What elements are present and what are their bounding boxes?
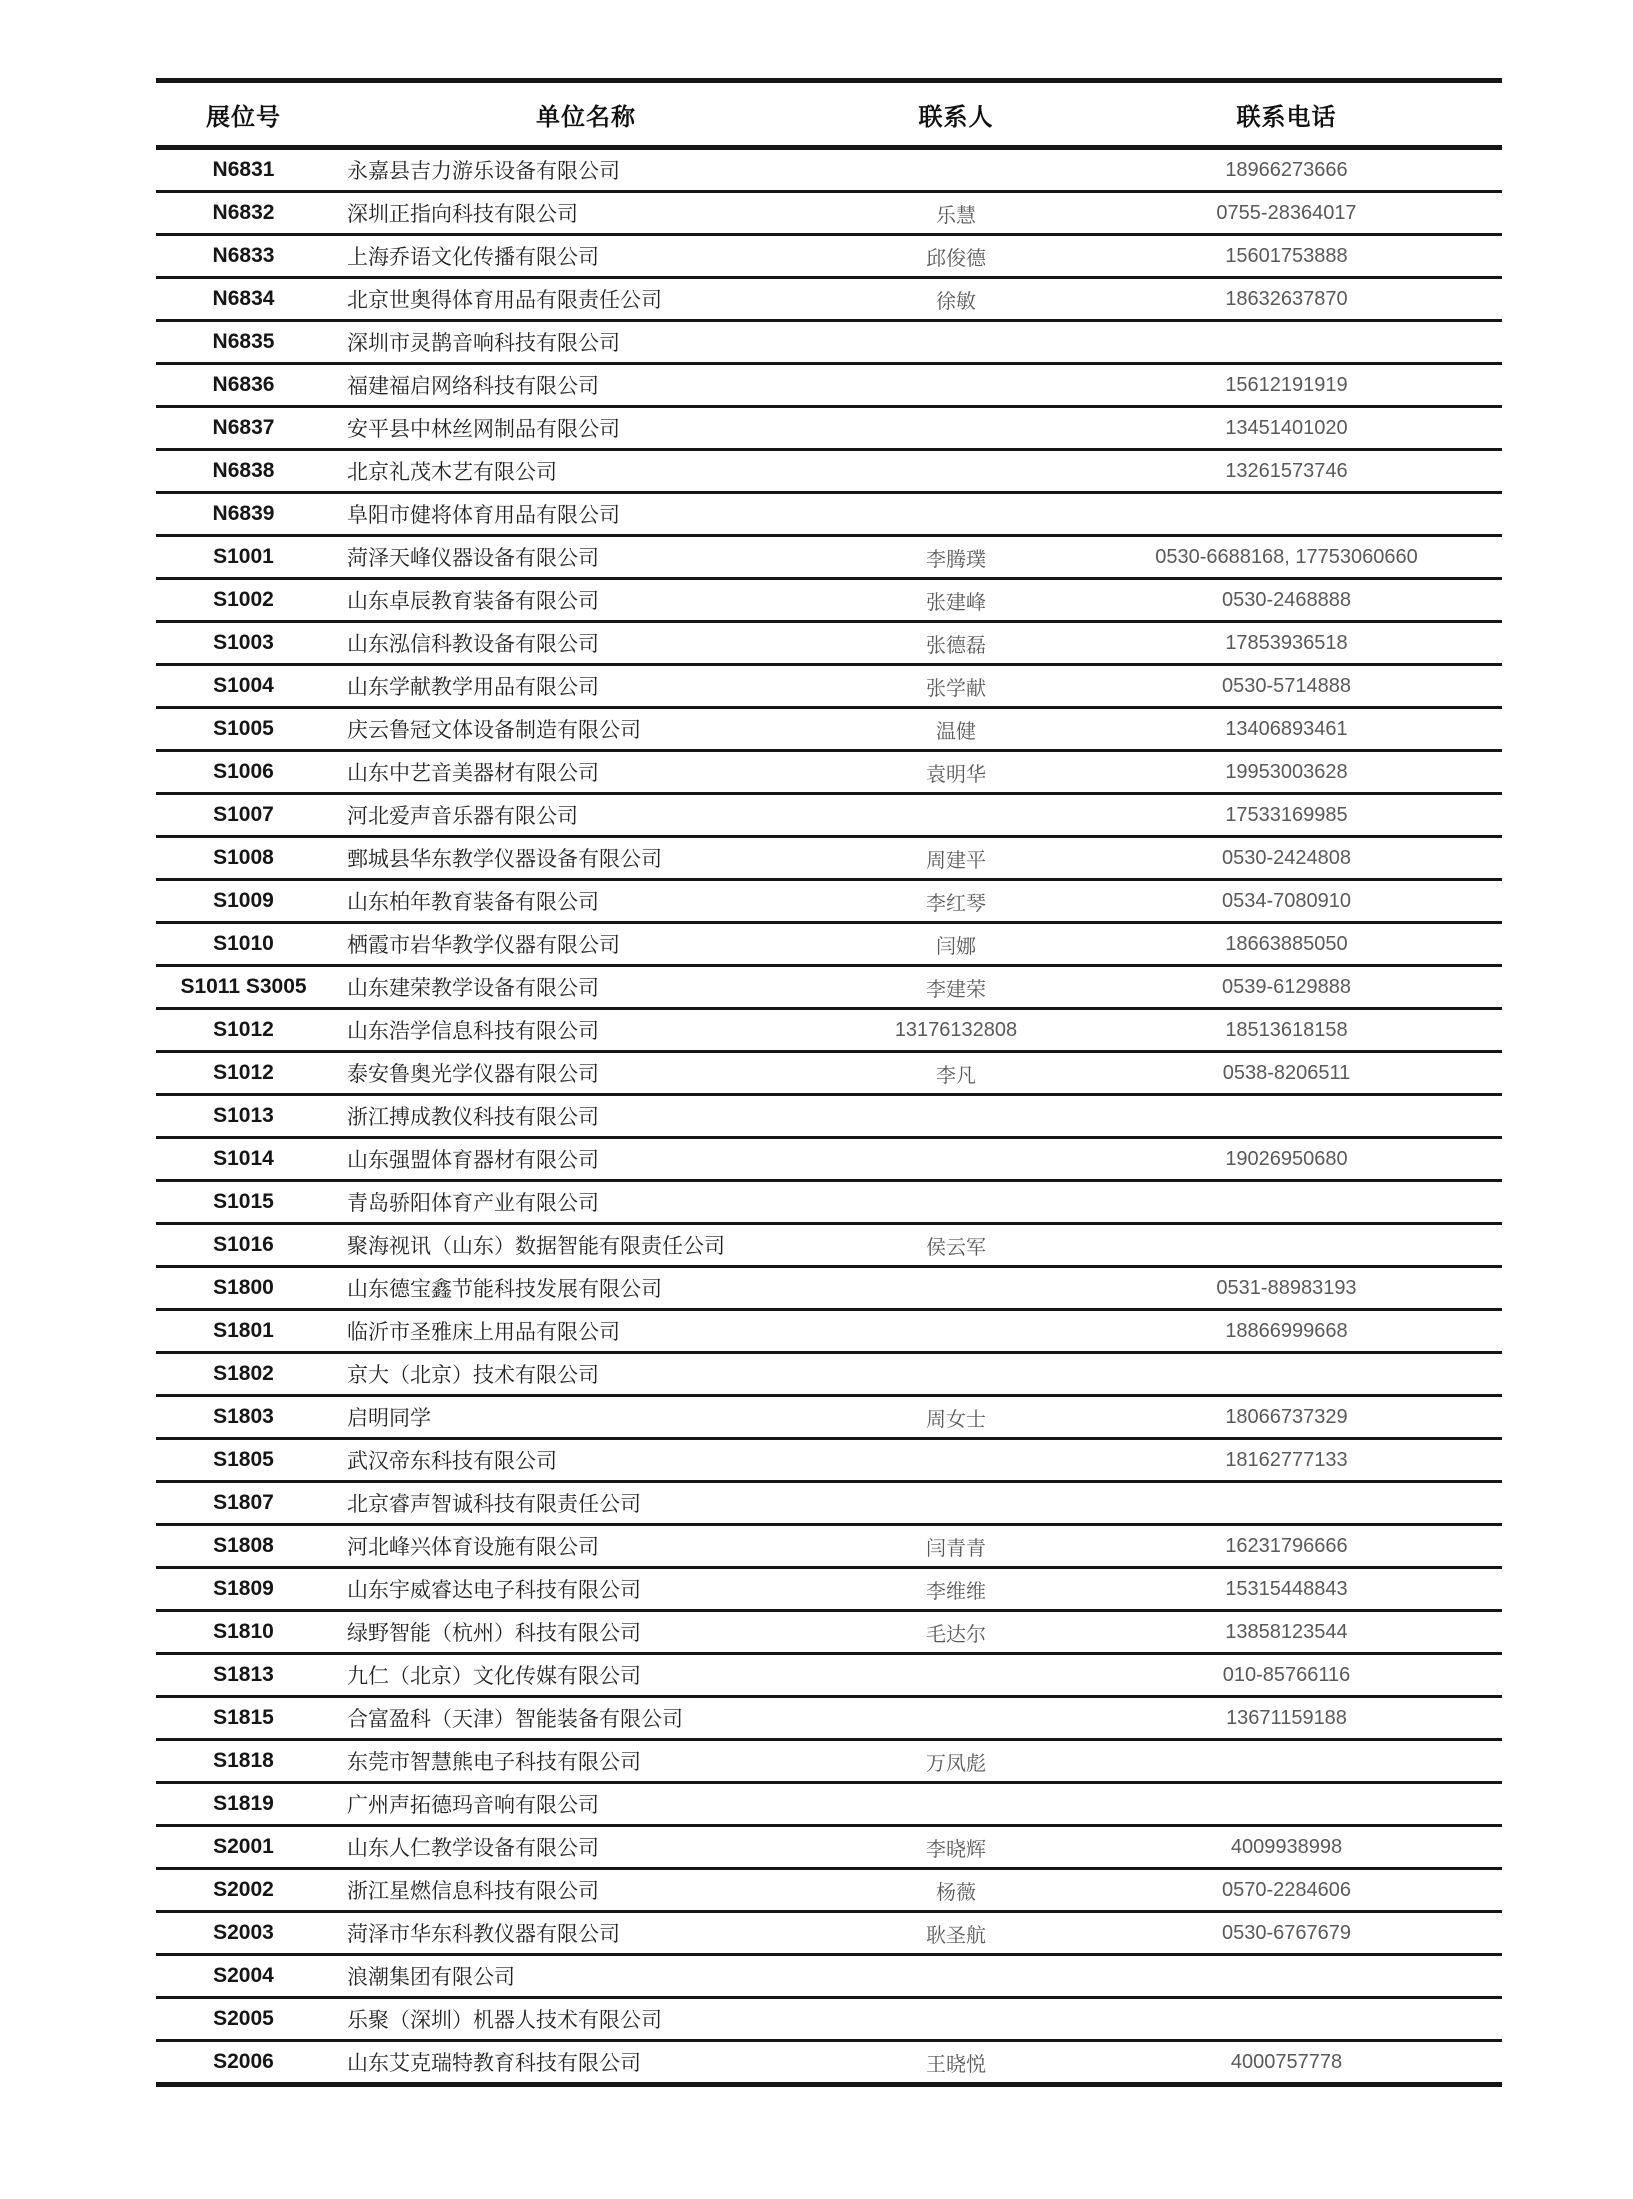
- company-name-cell: 山东艾克瑞特教育科技有限公司: [331, 2041, 841, 2085]
- contact-person-cell: 徐敏: [841, 278, 1071, 321]
- table-row: [156, 880, 1502, 923]
- company-name-cell: 河北峰兴体育设施有限公司: [331, 1525, 841, 1568]
- table-row: [156, 1568, 1502, 1611]
- contact-phone-cell: 16231796666: [1071, 1525, 1502, 1568]
- contact-phone-cell: 15601753888: [1071, 235, 1502, 278]
- contact-person-cell: [841, 148, 1071, 192]
- contact-phone-cell: 13671159188: [1071, 1697, 1502, 1740]
- contact-phone-cell: 13451401020: [1071, 407, 1502, 450]
- table-row: [156, 2041, 1502, 2085]
- company-name-cell: 泰安鲁奥光学仪器有限公司: [331, 1052, 841, 1095]
- booth-number-cell: S1818: [156, 1740, 331, 1783]
- table-row: [156, 622, 1502, 665]
- contact-phone-cell: 0534-7080910: [1071, 880, 1502, 923]
- contact-person-cell: [841, 1998, 1071, 2041]
- contact-person-cell: [841, 1439, 1071, 1482]
- contact-person-cell: 万凤彪: [841, 1740, 1071, 1783]
- contact-phone-cell: 0530-2424808: [1071, 837, 1502, 880]
- table-row: [156, 1353, 1502, 1396]
- contact-person-cell: [841, 1181, 1071, 1224]
- table-row: [156, 1482, 1502, 1525]
- booth-number-cell: S1800: [156, 1267, 331, 1310]
- contact-phone-cell: 18966273666: [1071, 148, 1502, 192]
- booth-number-cell: S1003: [156, 622, 331, 665]
- contact-phone-cell: [1071, 1998, 1502, 2041]
- table-row: [156, 923, 1502, 966]
- booth-number-cell: N6837: [156, 407, 331, 450]
- column-header-booth-number: 展位号: [156, 81, 331, 148]
- contact-person-cell: [841, 1654, 1071, 1697]
- contact-person-cell: [841, 1353, 1071, 1396]
- booth-number-cell: S1011 S3005: [156, 966, 331, 1009]
- company-name-cell: 浪潮集团有限公司: [331, 1955, 841, 1998]
- booth-number-cell: S1813: [156, 1654, 331, 1697]
- contact-phone-cell: [1071, 1181, 1502, 1224]
- contact-person-cell: 13176132808: [841, 1009, 1071, 1052]
- booth-number-cell: S1002: [156, 579, 331, 622]
- header-row: [156, 81, 1502, 148]
- contact-phone-cell: 17533169985: [1071, 794, 1502, 837]
- booth-number-cell: N6831: [156, 148, 331, 192]
- booth-number-cell: S1012: [156, 1009, 331, 1052]
- contact-phone-cell: [1071, 1482, 1502, 1525]
- company-name-cell: 菏泽市华东科教仪器有限公司: [331, 1912, 841, 1955]
- booth-number-cell: S2005: [156, 1998, 331, 2041]
- contact-person-cell: [841, 1955, 1071, 1998]
- booth-number-cell: S1010: [156, 923, 331, 966]
- contact-phone-cell: [1071, 1353, 1502, 1396]
- contact-person-cell: 周建平: [841, 837, 1071, 880]
- contact-phone-cell: 4009938998: [1071, 1826, 1502, 1869]
- contact-phone-cell: 0530-5714888: [1071, 665, 1502, 708]
- booth-number-cell: N6836: [156, 364, 331, 407]
- company-name-cell: 庆云鲁冠文体设备制造有限公司: [331, 708, 841, 751]
- contact-person-cell: 李维维: [841, 1568, 1071, 1611]
- contact-person-cell: 毛达尔: [841, 1611, 1071, 1654]
- contact-phone-cell: [1071, 1740, 1502, 1783]
- company-name-cell: 安平县中林丝网制品有限公司: [331, 407, 841, 450]
- contact-phone-cell: 19026950680: [1071, 1138, 1502, 1181]
- column-header-contact-person: 联系人: [841, 81, 1071, 148]
- contact-person-cell: [841, 1697, 1071, 1740]
- booth-number-cell: S1013: [156, 1095, 331, 1138]
- contact-person-cell: [841, 493, 1071, 536]
- contact-person-cell: 杨薇: [841, 1869, 1071, 1912]
- booth-number-cell: S1001: [156, 536, 331, 579]
- contact-person-cell: 乐慧: [841, 192, 1071, 235]
- contact-person-cell: 李凡: [841, 1052, 1071, 1095]
- table-header: [156, 81, 1502, 148]
- company-name-cell: 山东宇威睿达电子科技有限公司: [331, 1568, 841, 1611]
- contact-phone-cell: [1071, 1955, 1502, 1998]
- contact-person-cell: 邱俊德: [841, 235, 1071, 278]
- table-row: [156, 1095, 1502, 1138]
- table-row: [156, 1955, 1502, 1998]
- company-name-cell: 浙江星燃信息科技有限公司: [331, 1869, 841, 1912]
- contact-phone-cell: [1071, 321, 1502, 364]
- contact-person-cell: 张学献: [841, 665, 1071, 708]
- booth-number-cell: S1007: [156, 794, 331, 837]
- booth-number-cell: N6834: [156, 278, 331, 321]
- exhibitor-table-container: [156, 78, 1502, 2087]
- table-body: [156, 148, 1502, 2085]
- company-name-cell: 启明同学: [331, 1396, 841, 1439]
- company-name-cell: 临沂市圣雅床上用品有限公司: [331, 1310, 841, 1353]
- contact-person-cell: [841, 450, 1071, 493]
- booth-number-cell: N6832: [156, 192, 331, 235]
- table-row: [156, 1525, 1502, 1568]
- table-row: [156, 1912, 1502, 1955]
- booth-number-cell: S1819: [156, 1783, 331, 1826]
- booth-number-cell: S1801: [156, 1310, 331, 1353]
- booth-number-cell: S1009: [156, 880, 331, 923]
- table-row: [156, 665, 1502, 708]
- booth-number-cell: N6839: [156, 493, 331, 536]
- company-name-cell: 绿野智能（杭州）科技有限公司: [331, 1611, 841, 1654]
- company-name-cell: 广州声拓德玛音响有限公司: [331, 1783, 841, 1826]
- company-name-cell: 永嘉县吉力游乐设备有限公司: [331, 148, 841, 192]
- table-row: [156, 751, 1502, 794]
- booth-number-cell: N6833: [156, 235, 331, 278]
- table-row: [156, 407, 1502, 450]
- contact-person-cell: 李建荣: [841, 966, 1071, 1009]
- contact-phone-cell: 0570-2284606: [1071, 1869, 1502, 1912]
- table-row: [156, 1697, 1502, 1740]
- exhibitor-table: [156, 78, 1502, 2087]
- company-name-cell: 深圳市灵鹊音响科技有限公司: [331, 321, 841, 364]
- booth-number-cell: S1815: [156, 1697, 331, 1740]
- booth-number-cell: S1802: [156, 1353, 331, 1396]
- company-name-cell: 山东泓信科教设备有限公司: [331, 622, 841, 665]
- contact-phone-cell: [1071, 1095, 1502, 1138]
- table-row: [156, 1052, 1502, 1095]
- table-row: [156, 1267, 1502, 1310]
- booth-number-cell: S1006: [156, 751, 331, 794]
- table-row: [156, 966, 1502, 1009]
- company-name-cell: 浙江搏成教仪科技有限公司: [331, 1095, 841, 1138]
- table-row: [156, 1181, 1502, 1224]
- company-name-cell: 山东学献教学用品有限公司: [331, 665, 841, 708]
- company-name-cell: 聚海视讯（山东）数据智能有限责任公司: [331, 1224, 841, 1267]
- contact-person-cell: 耿圣航: [841, 1912, 1071, 1955]
- contact-person-cell: 闫娜: [841, 923, 1071, 966]
- contact-person-cell: 袁明华: [841, 751, 1071, 794]
- table-row: [156, 837, 1502, 880]
- contact-phone-cell: 18066737329: [1071, 1396, 1502, 1439]
- contact-person-cell: [841, 1783, 1071, 1826]
- contact-phone-cell: [1071, 493, 1502, 536]
- booth-number-cell: S1810: [156, 1611, 331, 1654]
- contact-phone-cell: 18866999668: [1071, 1310, 1502, 1353]
- booth-number-cell: S1016: [156, 1224, 331, 1267]
- company-name-cell: 菏泽天峰仪器设备有限公司: [331, 536, 841, 579]
- booth-number-cell: S1012: [156, 1052, 331, 1095]
- contact-phone-cell: 17853936518: [1071, 622, 1502, 665]
- table-row: [156, 1224, 1502, 1267]
- contact-phone-cell: 0530-6767679: [1071, 1912, 1502, 1955]
- table-row: [156, 450, 1502, 493]
- company-name-cell: 北京世奥得体育用品有限责任公司: [331, 278, 841, 321]
- table-row: [156, 364, 1502, 407]
- contact-person-cell: 李红琴: [841, 880, 1071, 923]
- contact-person-cell: 闫青青: [841, 1525, 1071, 1568]
- table-row: [156, 1439, 1502, 1482]
- booth-number-cell: S1015: [156, 1181, 331, 1224]
- table-row: [156, 1740, 1502, 1783]
- table-row: [156, 235, 1502, 278]
- booth-number-cell: S2002: [156, 1869, 331, 1912]
- company-name-cell: 山东强盟体育器材有限公司: [331, 1138, 841, 1181]
- contact-phone-cell: 18162777133: [1071, 1439, 1502, 1482]
- company-name-cell: 山东德宝鑫节能科技发展有限公司: [331, 1267, 841, 1310]
- contact-person-cell: 张建峰: [841, 579, 1071, 622]
- company-name-cell: 九仁（北京）文化传媒有限公司: [331, 1654, 841, 1697]
- company-name-cell: 河北爱声音乐器有限公司: [331, 794, 841, 837]
- contact-person-cell: [841, 1267, 1071, 1310]
- company-name-cell: 山东人仁教学设备有限公司: [331, 1826, 841, 1869]
- booth-number-cell: S2001: [156, 1826, 331, 1869]
- contact-person-cell: [841, 1310, 1071, 1353]
- table-row: [156, 579, 1502, 622]
- contact-phone-cell: 0755-28364017: [1071, 192, 1502, 235]
- contact-person-cell: [841, 794, 1071, 837]
- table-row: [156, 148, 1502, 192]
- contact-person-cell: [841, 1138, 1071, 1181]
- contact-person-cell: 侯云军: [841, 1224, 1071, 1267]
- contact-phone-cell: 0539-6129888: [1071, 966, 1502, 1009]
- contact-phone-cell: 010-85766116: [1071, 1654, 1502, 1697]
- table-row: [156, 1869, 1502, 1912]
- company-name-cell: 上海乔语文化传播有限公司: [331, 235, 841, 278]
- contact-person-cell: 周女士: [841, 1396, 1071, 1439]
- contact-phone-cell: 18632637870: [1071, 278, 1502, 321]
- contact-phone-cell: 19953003628: [1071, 751, 1502, 794]
- column-header-company-name: 单位名称: [331, 81, 841, 148]
- contact-phone-cell: 18663885050: [1071, 923, 1502, 966]
- table-row: [156, 1783, 1502, 1826]
- table-row: [156, 1654, 1502, 1697]
- contact-phone-cell: 18513618158: [1071, 1009, 1502, 1052]
- column-header-contact-phone: 联系电话: [1071, 81, 1502, 148]
- contact-person-cell: [841, 1482, 1071, 1525]
- company-name-cell: 栖霞市岩华教学仪器有限公司: [331, 923, 841, 966]
- company-name-cell: 山东浩学信息科技有限公司: [331, 1009, 841, 1052]
- contact-phone-cell: 13261573746: [1071, 450, 1502, 493]
- company-name-cell: 福建福启网络科技有限公司: [331, 364, 841, 407]
- booth-number-cell: N6835: [156, 321, 331, 364]
- table-row: [156, 1611, 1502, 1654]
- contact-phone-cell: 15315448843: [1071, 1568, 1502, 1611]
- contact-person-cell: [841, 407, 1071, 450]
- company-name-cell: 深圳正指向科技有限公司: [331, 192, 841, 235]
- company-name-cell: 阜阳市健将体育用品有限公司: [331, 493, 841, 536]
- contact-person-cell: [841, 364, 1071, 407]
- company-name-cell: 武汉帝东科技有限公司: [331, 1439, 841, 1482]
- contact-phone-cell: [1071, 1783, 1502, 1826]
- booth-number-cell: S1809: [156, 1568, 331, 1611]
- company-name-cell: 山东建荣教学设备有限公司: [331, 966, 841, 1009]
- booth-number-cell: S1805: [156, 1439, 331, 1482]
- company-name-cell: 京大（北京）技术有限公司: [331, 1353, 841, 1396]
- booth-number-cell: S1808: [156, 1525, 331, 1568]
- company-name-cell: 北京睿声智诚科技有限责任公司: [331, 1482, 841, 1525]
- contact-person-cell: 王晓悦: [841, 2041, 1071, 2085]
- table-row: [156, 1310, 1502, 1353]
- company-name-cell: 合富盈科（天津）智能装备有限公司: [331, 1697, 841, 1740]
- company-name-cell: 青岛骄阳体育产业有限公司: [331, 1181, 841, 1224]
- table-row: [156, 794, 1502, 837]
- contact-phone-cell: 0530-6688168, 17753060660: [1071, 536, 1502, 579]
- table-row: [156, 493, 1502, 536]
- table-row: [156, 1826, 1502, 1869]
- booth-number-cell: S2006: [156, 2041, 331, 2085]
- company-name-cell: 鄄城县华东教学仪器设备有限公司: [331, 837, 841, 880]
- contact-phone-cell: 13858123544: [1071, 1611, 1502, 1654]
- contact-person-cell: [841, 1095, 1071, 1138]
- table-row: [156, 708, 1502, 751]
- contact-person-cell: 张德磊: [841, 622, 1071, 665]
- table-row: [156, 1998, 1502, 2041]
- booth-number-cell: S1014: [156, 1138, 331, 1181]
- booth-number-cell: S1807: [156, 1482, 331, 1525]
- contact-phone-cell: 13406893461: [1071, 708, 1502, 751]
- company-name-cell: 东莞市智慧熊电子科技有限公司: [331, 1740, 841, 1783]
- contact-person-cell: 李腾璞: [841, 536, 1071, 579]
- company-name-cell: 山东柏年教育装备有限公司: [331, 880, 841, 923]
- table-row: [156, 536, 1502, 579]
- table-row: [156, 278, 1502, 321]
- contact-person-cell: 温健: [841, 708, 1071, 751]
- company-name-cell: 北京礼茂木艺有限公司: [331, 450, 841, 493]
- contact-phone-cell: 15612191919: [1071, 364, 1502, 407]
- booth-number-cell: S1803: [156, 1396, 331, 1439]
- contact-phone-cell: 0531-88983193: [1071, 1267, 1502, 1310]
- booth-number-cell: S1004: [156, 665, 331, 708]
- contact-person-cell: 李晓辉: [841, 1826, 1071, 1869]
- table-row: [156, 1396, 1502, 1439]
- table-row: [156, 321, 1502, 364]
- company-name-cell: 山东中艺音美器材有限公司: [331, 751, 841, 794]
- contact-phone-cell: [1071, 1224, 1502, 1267]
- booth-number-cell: S1008: [156, 837, 331, 880]
- booth-number-cell: N6838: [156, 450, 331, 493]
- table-row: [156, 1009, 1502, 1052]
- contact-phone-cell: 0538-8206511: [1071, 1052, 1502, 1095]
- booth-number-cell: S2004: [156, 1955, 331, 1998]
- booth-number-cell: S1005: [156, 708, 331, 751]
- booth-number-cell: S2003: [156, 1912, 331, 1955]
- company-name-cell: 乐聚（深圳）机器人技术有限公司: [331, 1998, 841, 2041]
- contact-person-cell: [841, 321, 1071, 364]
- table-row: [156, 192, 1502, 235]
- company-name-cell: 山东卓辰教育装备有限公司: [331, 579, 841, 622]
- table-row: [156, 1138, 1502, 1181]
- contact-phone-cell: 4000757778: [1071, 2041, 1502, 2085]
- contact-phone-cell: 0530-2468888: [1071, 579, 1502, 622]
